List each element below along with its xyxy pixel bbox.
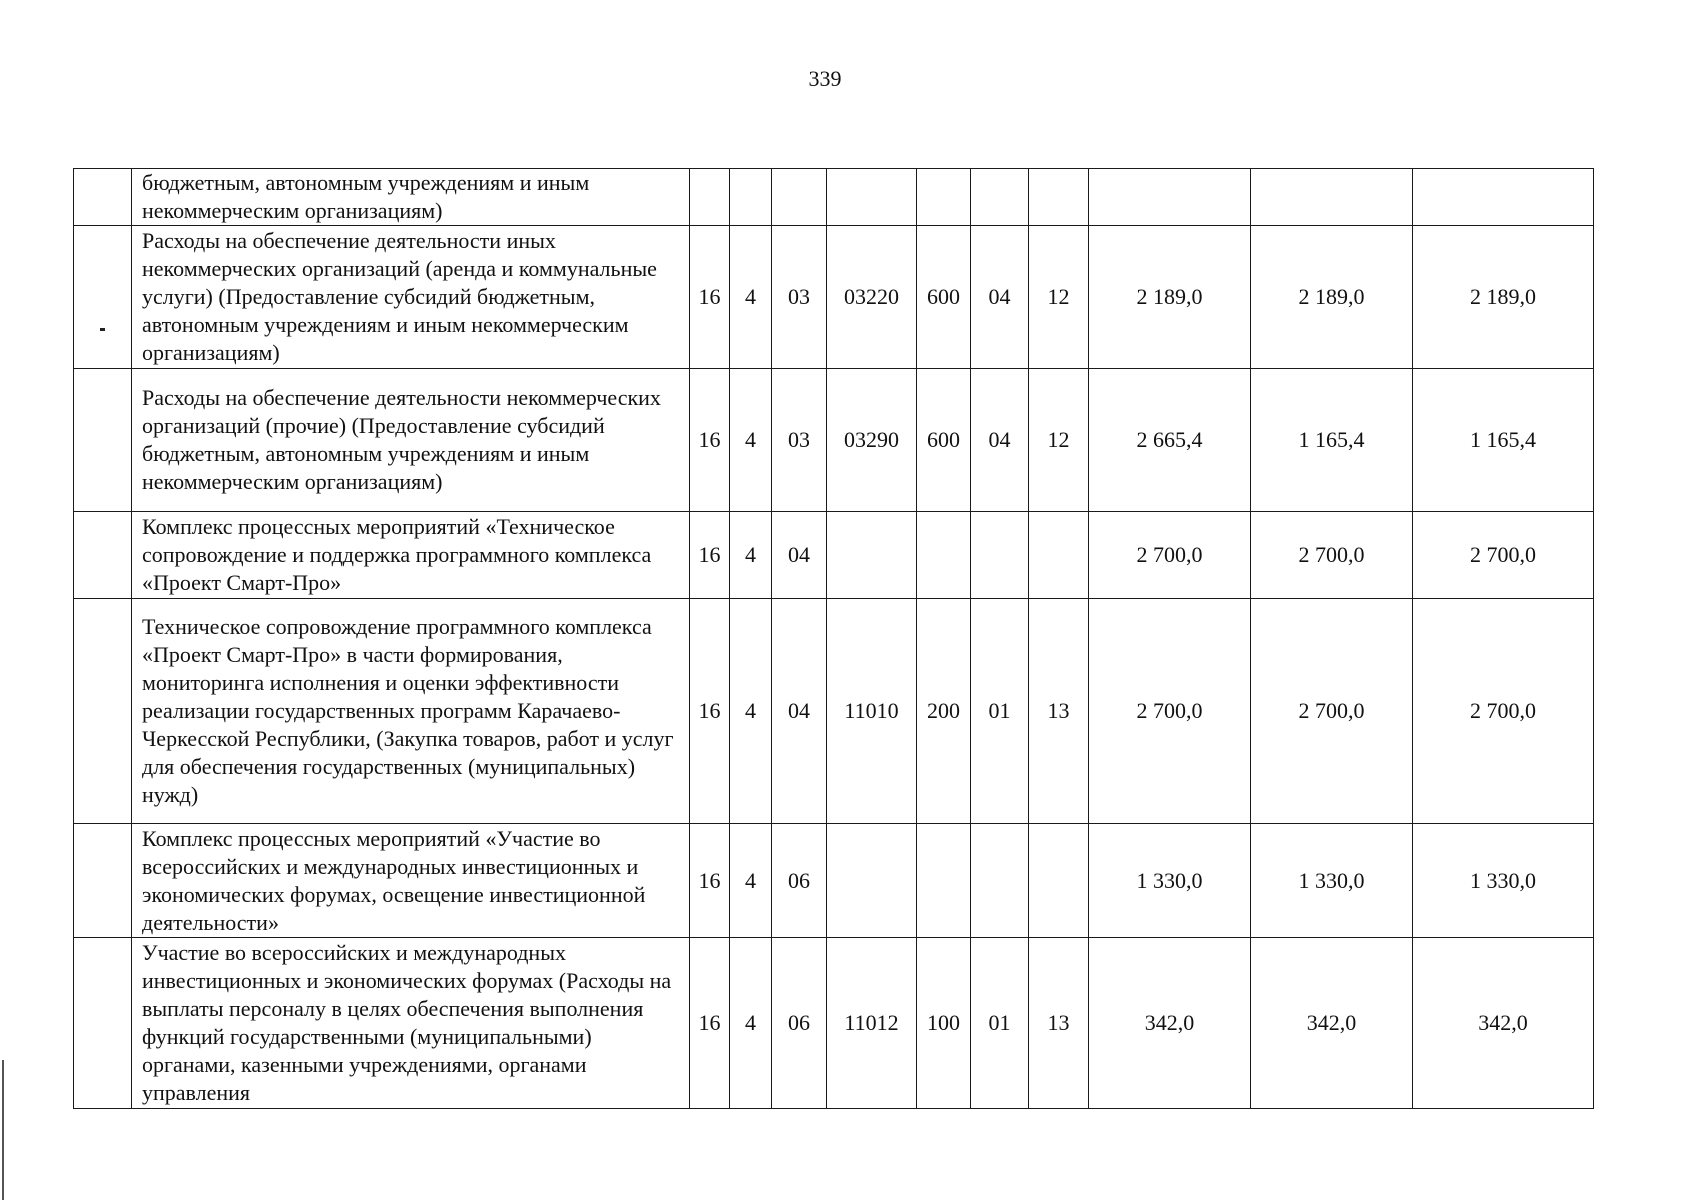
- amount-cell: 1 330,0: [1251, 824, 1413, 938]
- code-cell: 11010: [827, 599, 917, 824]
- code-cell: 16: [690, 512, 730, 599]
- code-cell: 600: [917, 226, 971, 369]
- row-number-cell: [74, 512, 132, 599]
- description-cell: Комплекс процессных мероприятий «Участие во всероссийских и международных инвестиционных и экономических форумах, освещение инвестиционной деятельности»: [132, 824, 690, 938]
- code-cell: 01: [971, 938, 1029, 1109]
- code-cell: [971, 512, 1029, 599]
- code-cell: [971, 824, 1029, 938]
- code-cell: 13: [1029, 599, 1089, 824]
- amount-cell: 342,0: [1089, 938, 1251, 1109]
- amount-cell: [1089, 169, 1251, 226]
- amount-cell: [1413, 169, 1594, 226]
- code-cell: [1029, 169, 1089, 226]
- amount-cell: 2 665,4: [1089, 369, 1251, 512]
- row-number-cell: [74, 169, 132, 226]
- code-cell: 04: [971, 369, 1029, 512]
- code-cell: [917, 824, 971, 938]
- code-cell: 01: [971, 599, 1029, 824]
- code-cell: 04: [772, 512, 827, 599]
- amount-cell: 2 189,0: [1089, 226, 1251, 369]
- code-cell: [1029, 512, 1089, 599]
- amount-cell: 2 700,0: [1413, 599, 1594, 824]
- amount-cell: 1 330,0: [1089, 824, 1251, 938]
- code-cell: [690, 169, 730, 226]
- description-cell: Техническое сопровождение программного комплекса «Проект Смарт-Про» в части формирования, мониторинга исполнения и оценки эффективности реализации государственных программ Карачаево-Черкесской Республики, (Закупка товаров, работ и услуг для обеспечения государственных (муниципальных) нужд): [132, 599, 690, 824]
- code-cell: 04: [772, 599, 827, 824]
- code-cell: 16: [690, 938, 730, 1109]
- table-row: [74, 938, 1594, 1109]
- code-cell: 06: [772, 824, 827, 938]
- row-number-cell: [74, 369, 132, 512]
- row-number-cell: [74, 938, 132, 1109]
- code-cell: [917, 169, 971, 226]
- amount-cell: 2 700,0: [1251, 599, 1413, 824]
- description-cell: Комплекс процессных мероприятий «Техническое сопровождение и поддержка программного комплекса «Проект Смарт-Про»: [132, 512, 690, 599]
- amount-cell: 2 700,0: [1089, 512, 1251, 599]
- code-cell: 100: [917, 938, 971, 1109]
- budget-table: [73, 168, 1594, 1109]
- description-cell: Расходы на обеспечение деятельности некоммерческих организаций (прочие) (Предоставление субсидий бюджетным, автономным учреждениям и иным некоммерческим организациям): [132, 369, 690, 512]
- description-cell: Участие во всероссийских и международных инвестиционных и экономических форумах (Расходы на выплаты персоналу в целях обеспечения выполнения функций государственными (муниципальными) органами, казенными учреждениями, органами управления: [132, 938, 690, 1109]
- code-cell: 600: [917, 369, 971, 512]
- code-cell: 4: [730, 369, 772, 512]
- amount-cell: 2 700,0: [1089, 599, 1251, 824]
- code-cell: 13: [1029, 938, 1089, 1109]
- code-cell: [730, 169, 772, 226]
- code-cell: 16: [690, 599, 730, 824]
- code-cell: 16: [690, 226, 730, 369]
- row-number-cell: [74, 226, 132, 369]
- scan-edge-line: [2, 1060, 4, 1200]
- code-cell: 4: [730, 938, 772, 1109]
- code-cell: 16: [690, 824, 730, 938]
- code-cell: 12: [1029, 226, 1089, 369]
- table-row: [74, 369, 1594, 512]
- code-cell: [827, 512, 917, 599]
- description-cell: Расходы на обеспечение деятельности иных некоммерческих организаций (аренда и коммунальные услуги) (Предоставление субсидий бюджетным, автономным учреждениям и иным некоммерческим организациям): [132, 226, 690, 369]
- code-cell: 03220: [827, 226, 917, 369]
- code-cell: 4: [730, 599, 772, 824]
- code-cell: [1029, 824, 1089, 938]
- code-cell: 03: [772, 226, 827, 369]
- code-cell: 200: [917, 599, 971, 824]
- description-cell: бюджетным, автономным учреждениям и иным некоммерческим организациям): [132, 169, 690, 226]
- code-cell: 04: [971, 226, 1029, 369]
- table-row: [74, 226, 1594, 369]
- amount-cell: 342,0: [1251, 938, 1413, 1109]
- scan-mark: [100, 328, 105, 331]
- code-cell: [827, 824, 917, 938]
- amount-cell: 2 189,0: [1413, 226, 1594, 369]
- table-row: [74, 512, 1594, 599]
- page-number: 339: [808, 66, 842, 91]
- code-cell: 03: [772, 369, 827, 512]
- code-cell: 11012: [827, 938, 917, 1109]
- amount-cell: 1 165,4: [1251, 369, 1413, 512]
- code-cell: [827, 169, 917, 226]
- amount-cell: 2 700,0: [1413, 512, 1594, 599]
- amount-cell: 2 189,0: [1251, 226, 1413, 369]
- table-row: [74, 599, 1594, 824]
- code-cell: 4: [730, 226, 772, 369]
- table-row: [74, 169, 1594, 226]
- code-cell: 06: [772, 938, 827, 1109]
- code-cell: 4: [730, 512, 772, 599]
- code-cell: [772, 169, 827, 226]
- code-cell: 4: [730, 824, 772, 938]
- amount-cell: [1251, 169, 1413, 226]
- code-cell: 03290: [827, 369, 917, 512]
- row-number-cell: [74, 824, 132, 938]
- code-cell: 16: [690, 369, 730, 512]
- amount-cell: 342,0: [1413, 938, 1594, 1109]
- row-number-cell: [74, 599, 132, 824]
- amount-cell: 1 330,0: [1413, 824, 1594, 938]
- table-row: [74, 824, 1594, 938]
- code-cell: 12: [1029, 369, 1089, 512]
- amount-cell: 2 700,0: [1251, 512, 1413, 599]
- code-cell: [917, 512, 971, 599]
- amount-cell: 1 165,4: [1413, 369, 1594, 512]
- code-cell: [971, 169, 1029, 226]
